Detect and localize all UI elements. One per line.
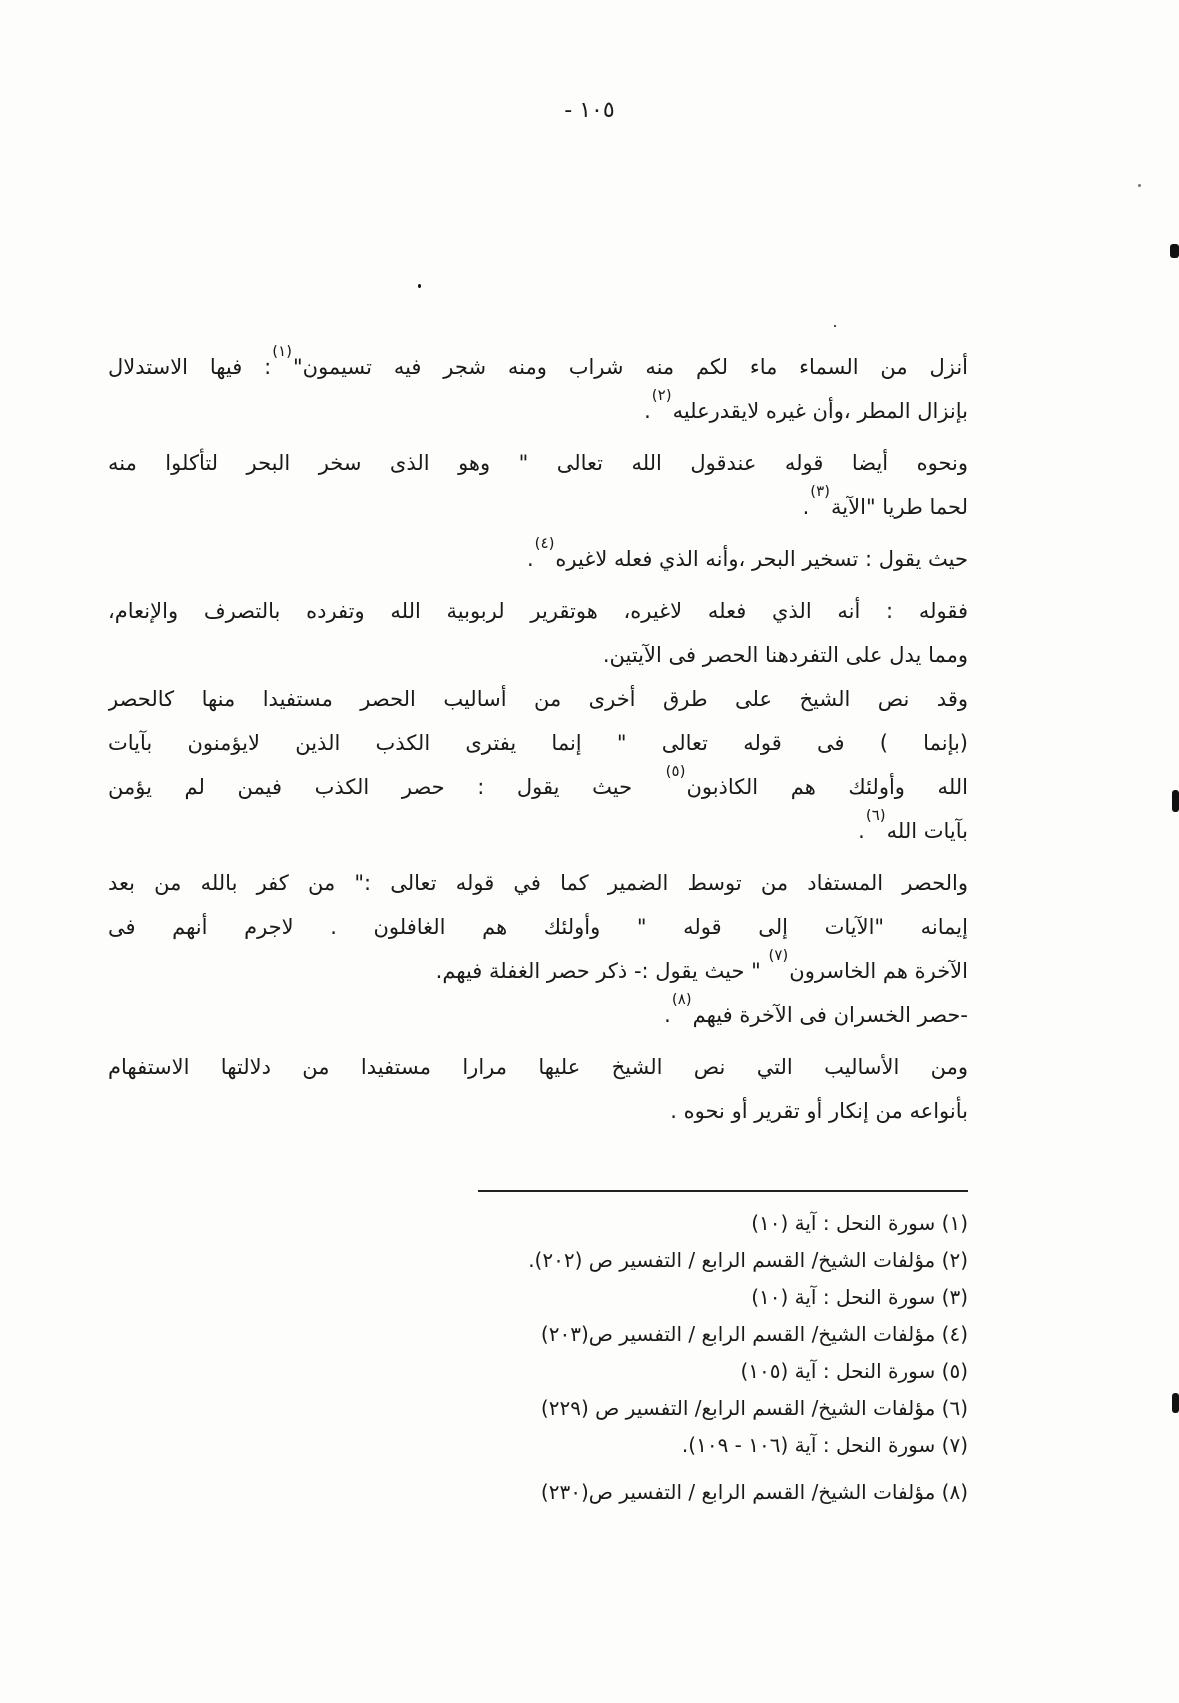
footnote-ref[interactable]: (٦) xyxy=(865,809,886,824)
text-line: لحما طريا "الآية$^{(٣)}$. xyxy=(108,485,968,529)
footnote-ref[interactable]: (٤) xyxy=(534,537,555,552)
text-line: وقد نص الشيخ على طرق أخرى من أساليب الحصر مستفيدا منها كالحصر xyxy=(108,687,968,711)
text-line: الله وأولئك هم الكاذبون$^{(٥)}$ حيث يقول : حصر الكذب فيمن لم يؤمن xyxy=(108,765,968,809)
scan-speck xyxy=(834,325,836,327)
scan-edge-mark xyxy=(1170,244,1179,258)
scan-edge-mark xyxy=(1172,790,1179,812)
text-line: والحصر المستفاد من توسط الضمير كما في قوله تعالى :" من كفر بالله من بعد xyxy=(108,871,968,895)
footnote-item: (٥) سورة النحل : آية (١٠٥) xyxy=(740,1359,968,1383)
footnote-item: (٣) سورة النحل : آية (١٠) xyxy=(751,1285,968,1309)
footnote-ref[interactable]: (١) xyxy=(272,345,292,360)
footnotes xyxy=(300,1205,968,1511)
text-line: بآيات الله$^{(٦)}$. xyxy=(108,809,968,853)
footnote-ref[interactable]: (٣) xyxy=(810,485,831,500)
footnote-separator xyxy=(478,1190,968,1192)
scan-speck xyxy=(1138,184,1141,187)
text-line: بإنزال المطر ،وأن غيره لايقدرعليه$^{(٢)}$. xyxy=(108,389,968,433)
text-line: -حصر الخسران فى الآخرة فيهم$^{(٨)}$. xyxy=(108,993,968,1037)
text-line: أنزل من السماء ماء لكم منه شراب ومنه شجر فيه تسيمون"$^{(١)}$: فيها الاستدلال xyxy=(108,345,968,389)
text-line: ونحوه أيضا قوله عندقول الله تعالى " وهو الذى سخر البحر لتأكلوا منه xyxy=(108,451,968,475)
footnote-item: (٤) مؤلفات الشيخ/ القسم الرابع / التفسير ص(٢٠٣) xyxy=(540,1322,968,1346)
text-line: ومما يدل على التفردهنا الحصر فى الآيتين. xyxy=(602,643,968,667)
footnote-item: (٦) مؤلفات الشيخ/ القسم الرابع/ التفسير ص (٢٢٩) xyxy=(540,1396,968,1420)
text-line: إيمانه "الآيات إلى قوله " وأولئك هم الغافلون . لاجرم أنهم فى xyxy=(108,915,968,939)
text-line: بأنواعه من إنكار أو تقرير أو نحوه . xyxy=(670,1099,968,1123)
scan-edge-mark xyxy=(1172,1393,1179,1413)
text-line: (بإنما ) فى قوله تعالى " إنما يفترى الكذب الذين لايؤمنون بآيات xyxy=(108,731,968,755)
footnote-item: (٨) مؤلفات الشيخ/ القسم الرابع / التفسير ص(٢٣٠) xyxy=(540,1480,968,1504)
page-number: ١٠٥ - xyxy=(564,98,615,123)
footnote-ref[interactable]: (٢) xyxy=(651,389,672,404)
footnote-ref[interactable]: (٥) xyxy=(665,765,686,780)
footnote-ref[interactable]: (٨) xyxy=(671,993,692,1008)
text-line: ومن الأساليب التي نص الشيخ عليها مرارا مستفيدا من دلالتها الاستفهام xyxy=(108,1055,968,1079)
body-text xyxy=(108,345,968,1133)
text-line: حيث يقول : تسخير البحر ،وأنه الذي فعله لاغيره$^{(٤)}$. xyxy=(108,537,968,581)
footnote-item: (٢) مؤلفات الشيخ/ القسم الرابع / التفسير ص (٢٠٢). xyxy=(528,1248,968,1272)
scan-speck xyxy=(418,284,421,288)
footnote-item: (٧) سورة النحل : آية (١٠٦ - ١٠٩). xyxy=(681,1433,968,1457)
footnote-item: (١) سورة النحل : آية (١٠) xyxy=(751,1211,968,1235)
footnote-ref[interactable]: (٧) xyxy=(768,949,789,964)
text-line: الآخرة هم الخاسرون$^{(٧)}$ " حيث يقول :- ذكر حصر الغفلة فيهم. xyxy=(108,949,968,993)
text-line: فقوله : أنه الذي فعله لاغيره، هوتقرير لربوبية الله وتفرده بالتصرف والإنعام، xyxy=(108,599,968,623)
